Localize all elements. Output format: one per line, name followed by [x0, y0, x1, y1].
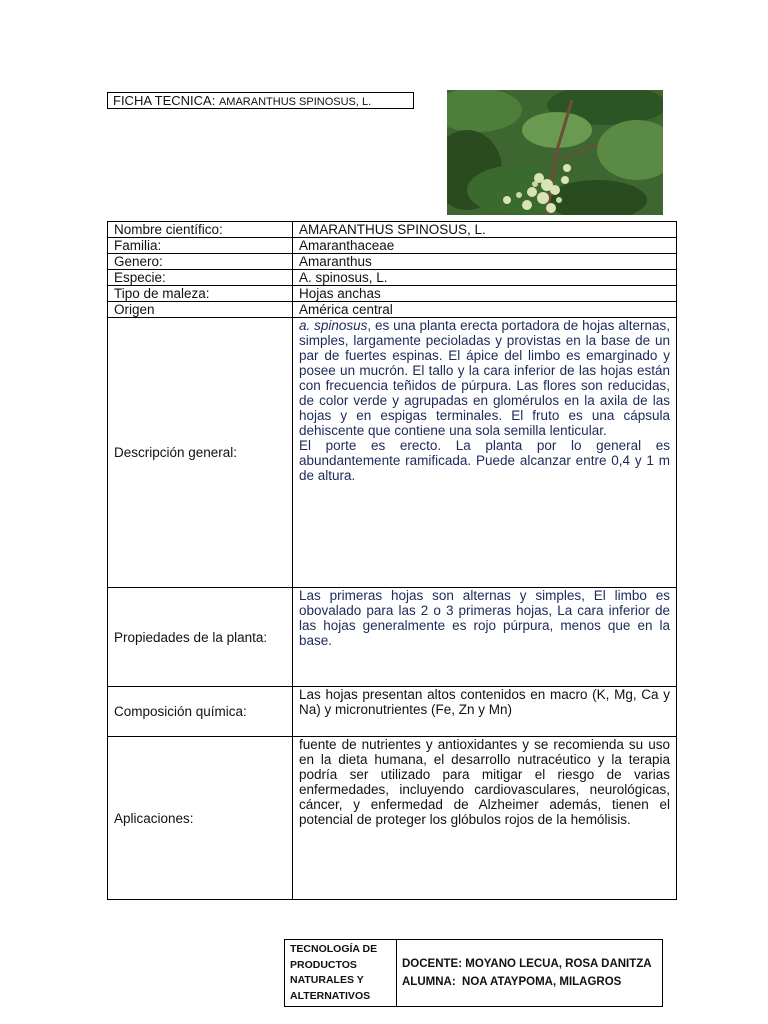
description-paragraph-1: , es una planta erecta portadora de hojas alternas, simples, largamente pecioladas y provistas en la base de un par de fuertes espinas. El ápice del limbo es emarginado y posee un mucrón. El tallo y la cara inferior de las hojas están con frecuencia teñidos de púrpura. Las flores son reducidas, de color verde y agrupadas en glomérulos en la axila de las hojas y en espigas terminales. El fruto es una cápsula dehiscente que contiene una sola semilla lenticular. [299, 318, 670, 438]
composition-row [108, 687, 677, 737]
species-italic: a. spinosus [299, 318, 368, 333]
row-value: Hojas anchas [293, 286, 677, 302]
title-value: AMARANTHUS SPINOSUS, L. [218, 96, 372, 108]
row-value: A. spinosus, L. [293, 270, 677, 286]
row-value: América central [293, 302, 677, 318]
row-value: AMARANTHUS SPINOSUS, L. [293, 222, 677, 238]
description-row [108, 318, 677, 588]
table-row [108, 254, 677, 270]
applications-label: Aplicaciones: [108, 737, 293, 900]
course-name: TECNOLOGÍA DE PRODUCTOS NATURALES Y ALTERNATIVOS [285, 940, 397, 1007]
row-label: Especie: [108, 270, 293, 286]
composition-text: Las hojas presentan altos contenidos en macro (K, Mg, Ca y Na) y micronutrientes (Fe, Zn y Mn) [293, 687, 677, 737]
row-label: Nombre científico: [108, 222, 293, 238]
row-value: Amaranthaceae [293, 238, 677, 254]
row-label: Tipo de maleza: [108, 286, 293, 302]
table-row [108, 270, 677, 286]
credits-cell [397, 940, 663, 1007]
applications-row [108, 737, 677, 900]
row-value: Amaranthus [293, 254, 677, 270]
properties-row [108, 588, 677, 687]
student-name: ALUMNA: NOA ATAYPOMA, MILAGROS [402, 976, 622, 988]
applications-text: fuente de nutrientes y antioxidantes y se recomienda su uso en la dieta humana, el desarrollo nutracéutico y la terapia podría ser utilizado para mitigar el riesgo de varias enfermedades, incluyendo cardiovasculares, neurológicas, cáncer, y enfermedad de Alzheimer además, tienen el potencial de proteger los glóbulos rojos de la hemólisis. [293, 737, 677, 900]
description-paragraph-2: El porte es erecto. La planta por lo general es abundantemente ramificada. Puede alcanzar entre 0,4 y 1 m de altura. [299, 438, 670, 483]
properties-text: Las primeras hojas son alternas y simples, El limbo es obovalado para las 2 o 3 primeras hojas, La cara inferior de las hojas generalmente es rojo púrpura, menos que en la base. [293, 588, 677, 687]
title-label: FICHA TECNICA: [113, 93, 216, 108]
row-label: Origen [108, 302, 293, 318]
description-label: Descripción general: [108, 318, 293, 588]
table-row [108, 302, 677, 318]
table-row [108, 238, 677, 254]
footer-credits [284, 939, 663, 1007]
document-title [107, 92, 414, 109]
table-row [108, 286, 677, 302]
description-text [293, 318, 677, 588]
technical-sheet-table [107, 221, 677, 900]
plant-photo [447, 90, 663, 215]
table-row [108, 222, 677, 238]
row-label: Familia: [108, 238, 293, 254]
teacher-name: DOCENTE: MOYANO LECUA, ROSA DANITZA [402, 958, 652, 970]
row-label: Genero: [108, 254, 293, 270]
properties-label: Propiedades de la planta: [108, 588, 293, 687]
composition-label: Composición química: [108, 687, 293, 737]
